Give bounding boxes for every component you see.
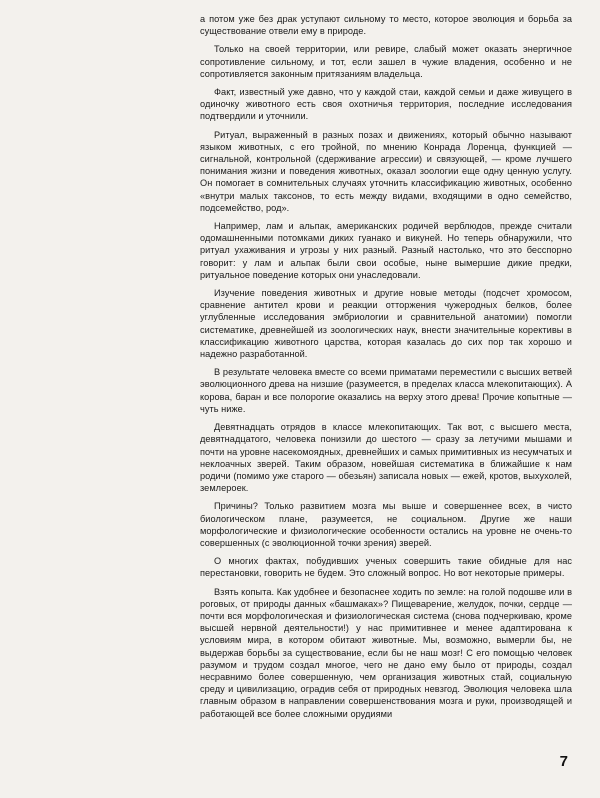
paragraph-orders: Девятнадцать отрядов в классе млекопитающих. Так вот, с высшего места, девятнадцатого, человека понизили до шестого — сразу за летучими мышами и почти на уровне насекомоядных, древнейших и самых примитивных из несумчатых и неклоачных зверей. Таким образом, новейшая систематика в ближайшие к нам родичи (помимо уже старого — обезьян) записала новых — ежей, кротов, выхухолей, землероек. [200, 422, 572, 494]
paragraph-llamas: Например, лам и альпак, американских родичей верблюдов, прежде считали одомашненными потомками диких гуанако и викуней. Но теперь обнаружили, что ритуал ухаживания и угрозы у них разный. Разный настолько, что это бесспорно говорит: у лам и альпак были свои особые, ныне вымершие дикие предки, ритуальное поведение которых они унаследовали. [200, 221, 572, 280]
paragraph-methods: Изучение поведения животных и другие новые методы (подсчет хромосом, сравнение антител крови и реакции отторжения чужеродных белков, более углубленные исследования эмбриологии и сравнительной анатомии) помогли систематике, древнейшей из зоологических наук, внести значительные корективы в классификацию животного царства, которая казалась до сих пор так хорошо и надежно разработанной. [200, 288, 572, 360]
paragraph-primates: В результате человека вместе со всеми приматами переместили с высших ветвей эволюционного древа на низшие (разумеется, в пределах класса млекопитающих). А корова, баран и все полорогие оказались на верху этого древа! Прочие копытные — чуть ниже. [200, 367, 572, 414]
paragraph-hunting-territory: Факт, известный уже давно, что у каждой стаи, каждой семьи и даже живущего в одиночку животного есть своя охотничья территория, последние исследования подтвердили и уточнили. [200, 87, 572, 122]
paragraph-ritual: Ритуал, выраженный в разных позах и движениях, который обычно называют языком животных, с его тройной, по мнению Конрада Лоренца, функцией — сигнальной, контрольной (сдерживание агрессии) и связующей, — кроме лучшего понимания жизни и поведения животных, оказал зоологии еще одну ценную услугу. Он помогает в сомнительных случаях уточнить классификацию животных, особенно «внутри малых таксонов, то есть между видами, входящими в одно семейство, подсемейство, род». [200, 129, 572, 213]
paragraph-territory: Только на своей территории, или ревире, слабый может оказать энергичное сопротивление сильному, и тот, если зашел в чужие владения, особенно и не сопротивляется законным притязаниям владельца. [200, 44, 572, 79]
paragraph-facts: О многих фактах, побудивших ученых совершить такие обидные для нас перестановки, говорить не будем. Это сложный вопрос. Но вот некоторые примеры. [200, 556, 572, 579]
text-column [200, 13, 572, 726]
paragraph-reasons: Причины? Только развитием мозга мы выше и совершеннее всех, в чисто биологическом плане, разумеется, не социальном. Другие же наши морфологические и физиологические особенности остались на уровне не очень-то совершенных (с эволюционной точки зрения) зверей. [200, 501, 572, 548]
paragraph-hooves: Взять копыта. Как удобнее и безопаснее ходить по земле: на голой подошве или в роговых, от природы данных «башмаках»? Пищеварение, желудок, почки, сердце — почти вся морфологическая и физиологическая система (снова подчеркиваю, кроме высшей нервной деятельности!) у нас примитивнее и менее адаптирована к условиям мира, в котором обитают животные. Мы, возможно, вымерли бы, не выдержав борьбы за существование, если бы не наш мозг! С его помощью человек разумом и трудом создал многое, чего не дано ему было от природы, создал несравнимо более совершенную, чем организация животных стай, социальную среду и цивилизацию, оградив себя от природных невзгод. Эволюция человека шла главным образом в направлении совершенствования мозга и руки, производящей и работающей все более сложными орудиями [200, 586, 572, 719]
paragraph-continued: а потом уже без драк уступают сильному то место, которое эволюция и борьба за существование отвели ему в природе. [200, 14, 572, 37]
page-number: 7 [559, 753, 568, 770]
